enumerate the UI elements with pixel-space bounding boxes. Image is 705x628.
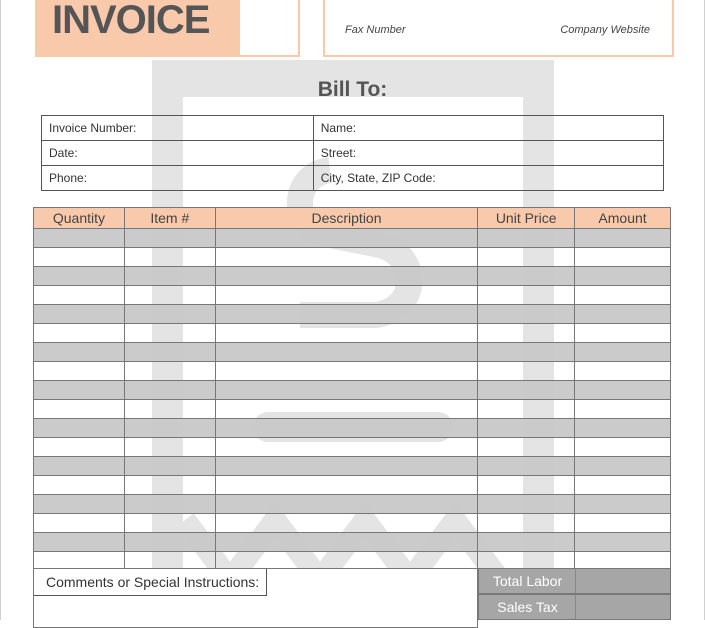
table-row bbox=[34, 381, 671, 400]
table-cell[interactable] bbox=[575, 248, 671, 267]
table-cell[interactable] bbox=[478, 438, 575, 457]
bill-to-heading: Bill To: bbox=[317, 78, 388, 101]
table-cell[interactable] bbox=[478, 400, 575, 419]
table-cell[interactable] bbox=[34, 248, 125, 267]
table-row bbox=[34, 419, 671, 438]
table-cell[interactable] bbox=[215, 324, 478, 343]
table-cell[interactable] bbox=[34, 229, 125, 248]
table-cell[interactable] bbox=[575, 419, 671, 438]
table-cell[interactable] bbox=[215, 343, 478, 362]
table-cell[interactable] bbox=[478, 514, 575, 533]
table-cell[interactable] bbox=[478, 476, 575, 495]
table-cell[interactable] bbox=[478, 305, 575, 324]
table-cell[interactable] bbox=[215, 514, 478, 533]
table-cell[interactable] bbox=[575, 514, 671, 533]
table-cell[interactable] bbox=[34, 267, 125, 286]
table-cell[interactable] bbox=[575, 305, 671, 324]
bill-to-table bbox=[41, 115, 664, 191]
table-cell[interactable] bbox=[478, 381, 575, 400]
table-cell[interactable] bbox=[215, 305, 478, 324]
table-row bbox=[34, 324, 671, 343]
table-cell[interactable] bbox=[478, 419, 575, 438]
table-cell[interactable] bbox=[575, 476, 671, 495]
fax-number-label[interactable]: Fax Number bbox=[345, 24, 406, 36]
sales-tax-label: Sales Tax bbox=[497, 599, 558, 615]
table-row bbox=[34, 514, 671, 533]
table-row bbox=[34, 533, 671, 552]
col-unit-price: Unit Price bbox=[478, 208, 575, 229]
table-cell[interactable] bbox=[34, 476, 125, 495]
company-info-box bbox=[323, 0, 674, 57]
phone-field[interactable]: Phone: bbox=[42, 166, 314, 191]
total-labor-row bbox=[478, 568, 671, 594]
sales-tax-row bbox=[478, 594, 671, 620]
table-cell[interactable] bbox=[34, 419, 125, 438]
table-cell[interactable] bbox=[124, 514, 215, 533]
table-cell[interactable] bbox=[34, 343, 125, 362]
table-cell[interactable] bbox=[34, 514, 125, 533]
total-labor-label: Total Labor bbox=[492, 573, 563, 589]
table-cell[interactable] bbox=[124, 419, 215, 438]
table-cell[interactable] bbox=[215, 457, 478, 476]
table-cell[interactable] bbox=[124, 457, 215, 476]
table-row bbox=[34, 248, 671, 267]
table-cell[interactable] bbox=[478, 343, 575, 362]
table-cell[interactable] bbox=[124, 286, 215, 305]
table-row bbox=[34, 476, 671, 495]
table-cell[interactable] bbox=[34, 286, 125, 305]
table-row bbox=[34, 457, 671, 476]
table-cell[interactable] bbox=[124, 229, 215, 248]
table-cell[interactable] bbox=[34, 495, 125, 514]
table-cell[interactable] bbox=[215, 286, 478, 305]
table-cell[interactable] bbox=[478, 248, 575, 267]
table-cell[interactable] bbox=[34, 362, 125, 381]
table-cell[interactable] bbox=[478, 533, 575, 552]
table-cell[interactable] bbox=[124, 400, 215, 419]
table-cell[interactable] bbox=[575, 533, 671, 552]
table-cell[interactable] bbox=[575, 324, 671, 343]
col-description: Description bbox=[215, 208, 478, 229]
table-cell[interactable] bbox=[478, 229, 575, 248]
table-row bbox=[34, 362, 671, 381]
table-cell[interactable] bbox=[215, 419, 478, 438]
table-cell[interactable] bbox=[34, 457, 125, 476]
table-cell[interactable] bbox=[478, 267, 575, 286]
table-cell[interactable] bbox=[478, 362, 575, 381]
line-items-table bbox=[33, 207, 671, 571]
table-cell[interactable] bbox=[575, 229, 671, 248]
table-cell[interactable] bbox=[215, 229, 478, 248]
name-field[interactable]: Name: bbox=[313, 116, 663, 141]
table-cell[interactable] bbox=[215, 476, 478, 495]
invoice-title-box bbox=[35, 0, 300, 57]
table-cell[interactable] bbox=[215, 400, 478, 419]
col-quantity: Quantity bbox=[34, 208, 125, 229]
table-row bbox=[34, 305, 671, 324]
table-row bbox=[34, 229, 671, 248]
table-cell[interactable] bbox=[34, 381, 125, 400]
table-cell[interactable] bbox=[124, 438, 215, 457]
table-row bbox=[34, 495, 671, 514]
table-cell[interactable] bbox=[124, 324, 215, 343]
table-cell[interactable] bbox=[34, 305, 125, 324]
col-amount: Amount bbox=[575, 208, 671, 229]
date-field[interactable]: Date: bbox=[42, 141, 314, 166]
table-cell[interactable] bbox=[215, 533, 478, 552]
table-cell[interactable] bbox=[575, 267, 671, 286]
city-state-zip-field[interactable]: City, State, ZIP Code: bbox=[313, 166, 663, 191]
table-cell[interactable] bbox=[34, 533, 125, 552]
table-cell[interactable] bbox=[124, 533, 215, 552]
table-row bbox=[34, 438, 671, 457]
comments-label: Comments or Special Instructions: bbox=[34, 569, 267, 596]
table-cell[interactable] bbox=[215, 267, 478, 286]
table-cell[interactable] bbox=[124, 495, 215, 514]
table-row bbox=[34, 343, 671, 362]
table-row bbox=[34, 400, 671, 419]
table-cell[interactable] bbox=[124, 305, 215, 324]
table-cell[interactable] bbox=[478, 286, 575, 305]
table-cell[interactable] bbox=[575, 286, 671, 305]
table-cell[interactable] bbox=[124, 248, 215, 267]
table-cell[interactable] bbox=[575, 362, 671, 381]
table-cell[interactable] bbox=[215, 495, 478, 514]
table-cell[interactable] bbox=[575, 343, 671, 362]
table-cell[interactable] bbox=[478, 495, 575, 514]
table-cell[interactable] bbox=[215, 362, 478, 381]
table-cell[interactable] bbox=[215, 438, 478, 457]
table-cell[interactable] bbox=[124, 267, 215, 286]
table-cell[interactable] bbox=[34, 324, 125, 343]
table-cell[interactable] bbox=[34, 400, 125, 419]
table-cell[interactable] bbox=[124, 343, 215, 362]
table-cell[interactable] bbox=[124, 381, 215, 400]
table-cell[interactable] bbox=[478, 324, 575, 343]
table-cell[interactable] bbox=[124, 362, 215, 381]
comments-box[interactable] bbox=[33, 568, 478, 628]
table-cell[interactable] bbox=[478, 457, 575, 476]
table-cell[interactable] bbox=[575, 400, 671, 419]
table-cell[interactable] bbox=[215, 381, 478, 400]
table-row bbox=[34, 267, 671, 286]
invoice-title: INVOICE bbox=[52, 0, 210, 42]
street-field[interactable]: Street: bbox=[313, 141, 663, 166]
table-cell[interactable] bbox=[215, 248, 478, 267]
table-cell[interactable] bbox=[575, 457, 671, 476]
table-cell[interactable] bbox=[34, 438, 125, 457]
table-cell[interactable] bbox=[575, 495, 671, 514]
table-cell[interactable] bbox=[575, 438, 671, 457]
table-cell[interactable] bbox=[124, 476, 215, 495]
invoice-number-field[interactable]: Invoice Number: bbox=[42, 116, 314, 141]
table-cell[interactable] bbox=[575, 381, 671, 400]
table-row bbox=[34, 286, 671, 305]
col-item-number: Item # bbox=[124, 208, 215, 229]
company-website-label[interactable]: Company Website bbox=[560, 24, 650, 36]
